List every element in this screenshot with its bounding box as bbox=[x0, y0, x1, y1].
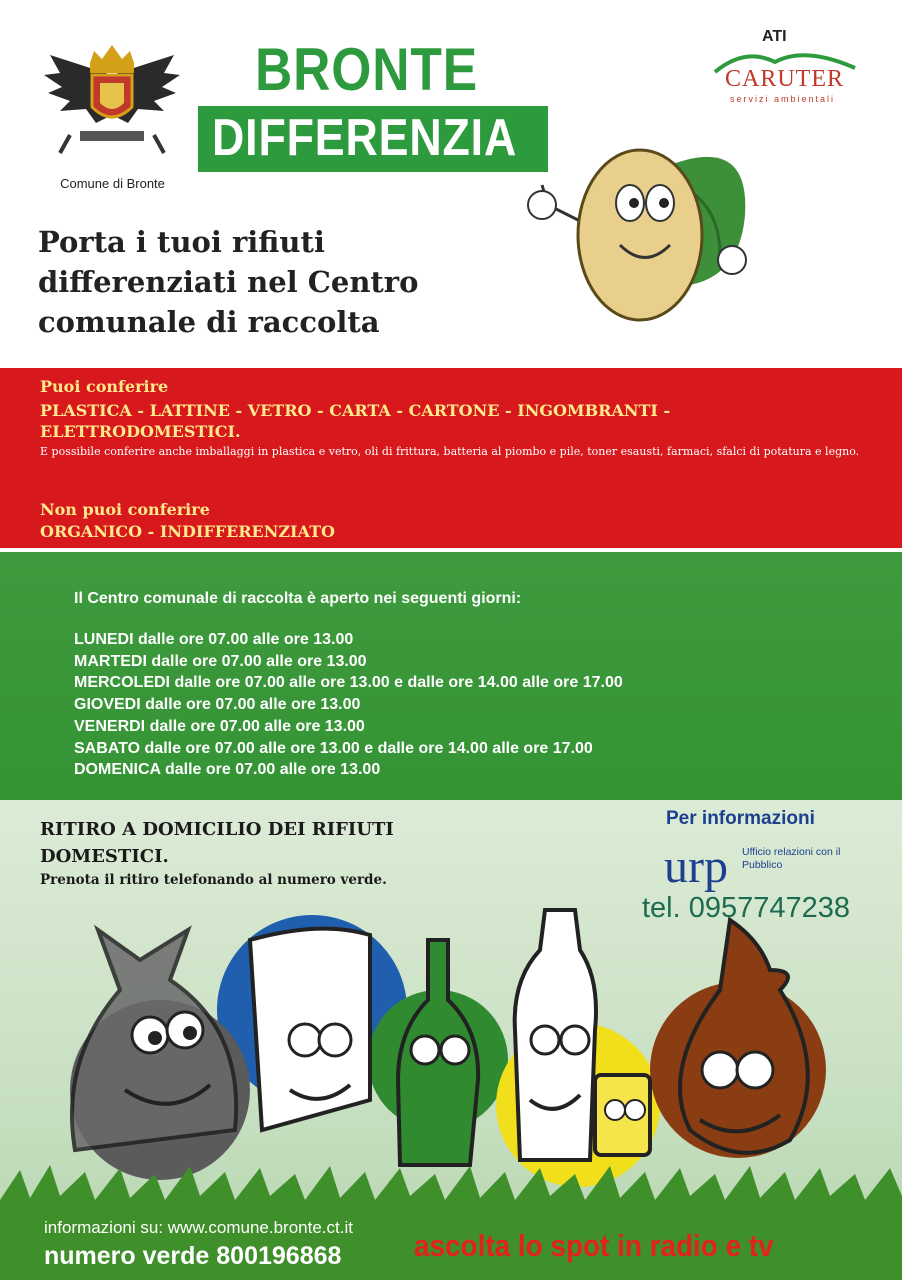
schedule-day: MERCOLEDI dalle ore 07.00 alle ore 13.00 e dalle ore 14.00 alle ore 17.00 bbox=[74, 674, 623, 692]
recycling-characters-illustration bbox=[0, 900, 902, 1200]
title-differenzia: DIFFERENZIA bbox=[212, 109, 518, 167]
schedule-intro: Il Centro comunale di raccolta è aperto nei seguenti giorni: bbox=[74, 590, 522, 607]
schedule-day: LUNEDI dalle ore 07.00 alle ore 13.00 bbox=[74, 631, 354, 648]
intro-heading bbox=[38, 222, 558, 342]
schedule-day: MARTEDI dalle ore 07.00 alle ore 13.00 bbox=[74, 652, 367, 670]
info-title: Per informazioni bbox=[666, 808, 815, 829]
ati-label: ATI bbox=[762, 28, 787, 45]
intro-line: differenziati nel Centro bbox=[38, 265, 419, 299]
intro-line: comunale di raccolta bbox=[38, 305, 380, 339]
intro-line: Porta i tuoi rifiuti bbox=[38, 225, 325, 259]
caruter-subtitle: servizi ambientali bbox=[730, 94, 836, 104]
allowed-title: Puoi conferire bbox=[40, 377, 169, 396]
pickup-title: RITIRO A DOMICILIO DEI RIFIUTI DOMESTICI. bbox=[40, 819, 394, 867]
schedule-day: SABATO dalle ore 07.00 alle ore 13.00 e dalle ore 14.00 alle ore 17.00 bbox=[74, 739, 593, 757]
not-allowed-list: ORGANICO - INDIFFERENZIATO bbox=[40, 522, 335, 541]
urp-logo-text: urp bbox=[664, 840, 728, 893]
website-info[interactable]: informazioni su: www.comune.bronte.ct.it bbox=[44, 1218, 353, 1237]
allowed-note: E possibile conferire anche imballaggi in plastica e vetro, oli di frittura, batteria al piombo e pile, toner esausti, farmaci, sfalci di potatura e legno. bbox=[40, 445, 860, 458]
crest-icon bbox=[40, 35, 185, 160]
not-allowed-title: Non puoi conferire bbox=[40, 500, 210, 519]
spot-callout: ascolta lo spot in radio e tv bbox=[414, 1228, 774, 1263]
phone-number[interactable]: tel. 0957747238 bbox=[642, 892, 851, 924]
schedule-day: GIOVEDI dalle ore 07.00 alle ore 13.00 bbox=[74, 696, 361, 714]
schedule-day: DOMENICA dalle ore 07.00 alle ore 13.00 bbox=[74, 761, 381, 779]
urp-label: Ufficio relazioni con il Pubblico bbox=[742, 846, 841, 871]
schedule-list bbox=[74, 629, 623, 781]
allowed-list: PLASTICA - LATTINE - VETRO - CARTA - CARTONE - INGOMBRANTI - ELETTRODOMESTICI. bbox=[40, 401, 671, 441]
urp-logo-icon bbox=[662, 838, 742, 896]
comune-label: Comune di Bronte bbox=[60, 176, 165, 191]
title-bronte: BRONTE bbox=[255, 36, 479, 103]
caruter-name: CARUTER bbox=[725, 66, 845, 92]
pickup-text: Prenota il ritiro telefonando al numero verde. bbox=[40, 872, 387, 888]
schedule-day: VENERDI dalle ore 07.00 alle ore 13.00 bbox=[74, 717, 365, 735]
toll-free-number: numero verde 800196868 bbox=[44, 1242, 342, 1270]
